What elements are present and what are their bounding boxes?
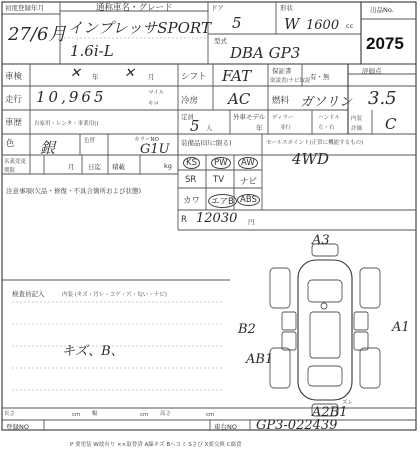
import-model-year: 年 xyxy=(256,124,263,132)
recycle-value: 12030 xyxy=(196,211,238,226)
length-unit: cm xyxy=(72,412,81,418)
equip-sr: SR xyxy=(185,175,197,185)
warranty-sub: 取説書/ナビ取説 xyxy=(270,78,311,84)
notes-label: 注意事項(欠品・修復・不具合箇所および状態) xyxy=(6,187,142,195)
capacity-value: 5 xyxy=(190,117,200,135)
chassis-label: 車台NO xyxy=(214,423,237,431)
grade-value: 1.6i-L xyxy=(70,42,114,60)
recycle-label: R xyxy=(181,215,187,225)
equip-ks: KS xyxy=(183,157,200,169)
handle-options: 左・右 xyxy=(318,125,335,131)
history-label: 車歴 xyxy=(5,118,23,128)
first-reg-label: 初度登録年月 xyxy=(5,4,44,12)
width-unit: cm xyxy=(140,412,149,418)
mark-right: A1 xyxy=(392,320,410,335)
equip-abs: ABS xyxy=(237,194,260,206)
import-model-label: 外車モデル xyxy=(233,113,266,121)
cc-value: 1600 xyxy=(306,18,340,33)
mark-rear-sub: ズレ xyxy=(342,400,354,406)
lot-label: 出品No. xyxy=(370,6,394,14)
interior-sub: 評価 xyxy=(351,126,363,132)
ac-label: 冷房 xyxy=(181,96,199,106)
mileage-unit-mile: マイル xyxy=(148,90,165,96)
color-change-label: 色替 xyxy=(84,138,96,144)
equip-aw: AW xyxy=(238,157,258,169)
name-grade-label: 通称車名・グレード xyxy=(96,3,173,13)
mileage-label: 走行 xyxy=(5,95,23,105)
sales-label: セールスポイント(正常に機能するもの) xyxy=(266,140,364,146)
color-value: 銀 xyxy=(40,139,56,157)
equip-airbag: エアB xyxy=(208,194,237,208)
equip-pw: PW xyxy=(211,157,231,169)
warranty-label: 保証書 xyxy=(272,67,292,75)
rating-label: 評価点 xyxy=(362,67,382,75)
car-diagram xyxy=(270,244,380,416)
width-label: 幅 xyxy=(92,411,98,417)
chassis-value: GP3-022439 xyxy=(256,418,338,433)
shift-value: FAT xyxy=(222,67,252,85)
history-options: 自家用・レンタ・事業用() xyxy=(34,121,99,127)
lot-number: 2075 xyxy=(366,34,404,53)
mileage-value: 10,965 xyxy=(36,88,107,106)
name-change-day: 日迄 xyxy=(88,163,101,171)
equip-leather: カワ xyxy=(183,196,201,206)
first-reg-value: 27/6月 xyxy=(8,24,67,45)
handle-label: ハンドル xyxy=(318,115,341,121)
inspection-label: 車検 xyxy=(5,72,23,82)
cargo-unit: kg xyxy=(164,162,172,170)
shift-label: シフト xyxy=(181,72,207,82)
equipment-label: 装備品(印に限る) xyxy=(181,139,232,147)
mark-rear: A2B1 xyxy=(312,405,348,420)
shape-value: W xyxy=(284,15,300,33)
name-change-sub: 期限 xyxy=(4,168,16,174)
sales-point-value: 4WD xyxy=(292,150,329,168)
dealer-sub: 並行 xyxy=(280,125,292,131)
reg-no-label: 登録NO xyxy=(6,423,29,431)
ac-value: AC xyxy=(228,90,251,108)
interior-label: 内装 xyxy=(351,116,363,122)
length-label: 長さ xyxy=(4,411,16,417)
color-label: 色 xyxy=(6,139,15,149)
cc-unit: cc xyxy=(346,22,354,30)
fuel-value: ガソリン xyxy=(300,95,353,110)
fuel-label: 燃料 xyxy=(272,96,290,106)
door-value: 5 xyxy=(232,14,242,32)
door-label: ドア xyxy=(211,4,224,12)
mark-left: B2 xyxy=(238,322,256,337)
equip-navi: ナビ xyxy=(240,177,258,187)
name-change-label: 名義変更 xyxy=(4,159,27,165)
mark-front: A3 xyxy=(312,233,330,248)
capacity-label: 定員 xyxy=(181,113,194,121)
cargo-label: 積載 xyxy=(112,163,125,171)
model-label: 型式 xyxy=(214,37,227,45)
inspection-month: 月 xyxy=(148,73,155,81)
rating-value: 3.5 xyxy=(368,88,397,109)
warranty-options: 有・無 xyxy=(310,73,330,81)
mileage-unit-km: キロ xyxy=(148,101,160,107)
inspection-year: 年 xyxy=(92,73,99,81)
interior-rating-value: C xyxy=(385,115,397,133)
auction-inspection-sheet: 初度登録年月 27/6月 通称車名・グレード インプレッサSPORT 1.6i-L ドア 5 形状 W 1600 cc 出品No. 2075 型式 DBA GP3 車検 ✕ 年 ✕ 月 シフト FAT 保証書 取説書/ナビ取説 有・無 評価点 3.5 走行 10,965 マイル キロ 冷房 AC 燃料 ガソリン 車歴 自家用・レンタ・事業用() 定員 5 人 外車モデル 年 ディラー 並行 ハンドル 左・右 内装 評価 C 色 銀 色替 カラーNO G1U 名義変更 期限 月 日迄 積載 kg 装備品(印に限る) KS PW AW SR TV ナビ カワ エアB ABS R 12030 円 セールスポイント(正常に機能するもの) 4WD 注意事項(欠品・修復・不具合箇所および状態) 検査員記入 内装 (キズ・汚レ・コゲ・穴・匂い・ナビ) キズ、B、 A3 B2 AB1 A1 A2B1 ズレ 長さ cm 幅 cm 高さ cm 登録NO 車台NO GP3-022439 P 要塗装 W波有り ××取替済 A線キズ Bヘコミ Sさび X要交換 C腐食 xyxy=(0,0,420,450)
name-change-month: 月 xyxy=(68,163,75,171)
equip-tv: TV xyxy=(213,175,225,185)
height-label: 高さ xyxy=(160,411,172,417)
recycle-unit: 円 xyxy=(248,218,255,226)
mark-left-lower: AB1 xyxy=(246,352,274,367)
legend: P 要塗装 W波有り ××取替済 A線キズ Bヘコミ Sさび X要交換 C腐食 xyxy=(70,442,242,448)
model-value: DBA GP3 xyxy=(230,44,301,62)
height-unit: cm xyxy=(206,412,215,418)
inspector-label: 検査員記入 xyxy=(12,290,45,298)
color-no-label: カラーNO xyxy=(134,137,159,143)
interior-checks: 内装 (キズ・汚レ・コゲ・穴・匂い・ナビ) xyxy=(62,292,167,298)
note-text: キズ、B、 xyxy=(62,344,124,359)
capacity-unit: 人 xyxy=(206,124,213,132)
color-no-value: G1U xyxy=(140,142,170,157)
car-name-value: インプレッサSPORT xyxy=(68,19,211,37)
shape-label: 形状 xyxy=(280,4,293,12)
dealer-label: ディラー xyxy=(272,115,294,121)
